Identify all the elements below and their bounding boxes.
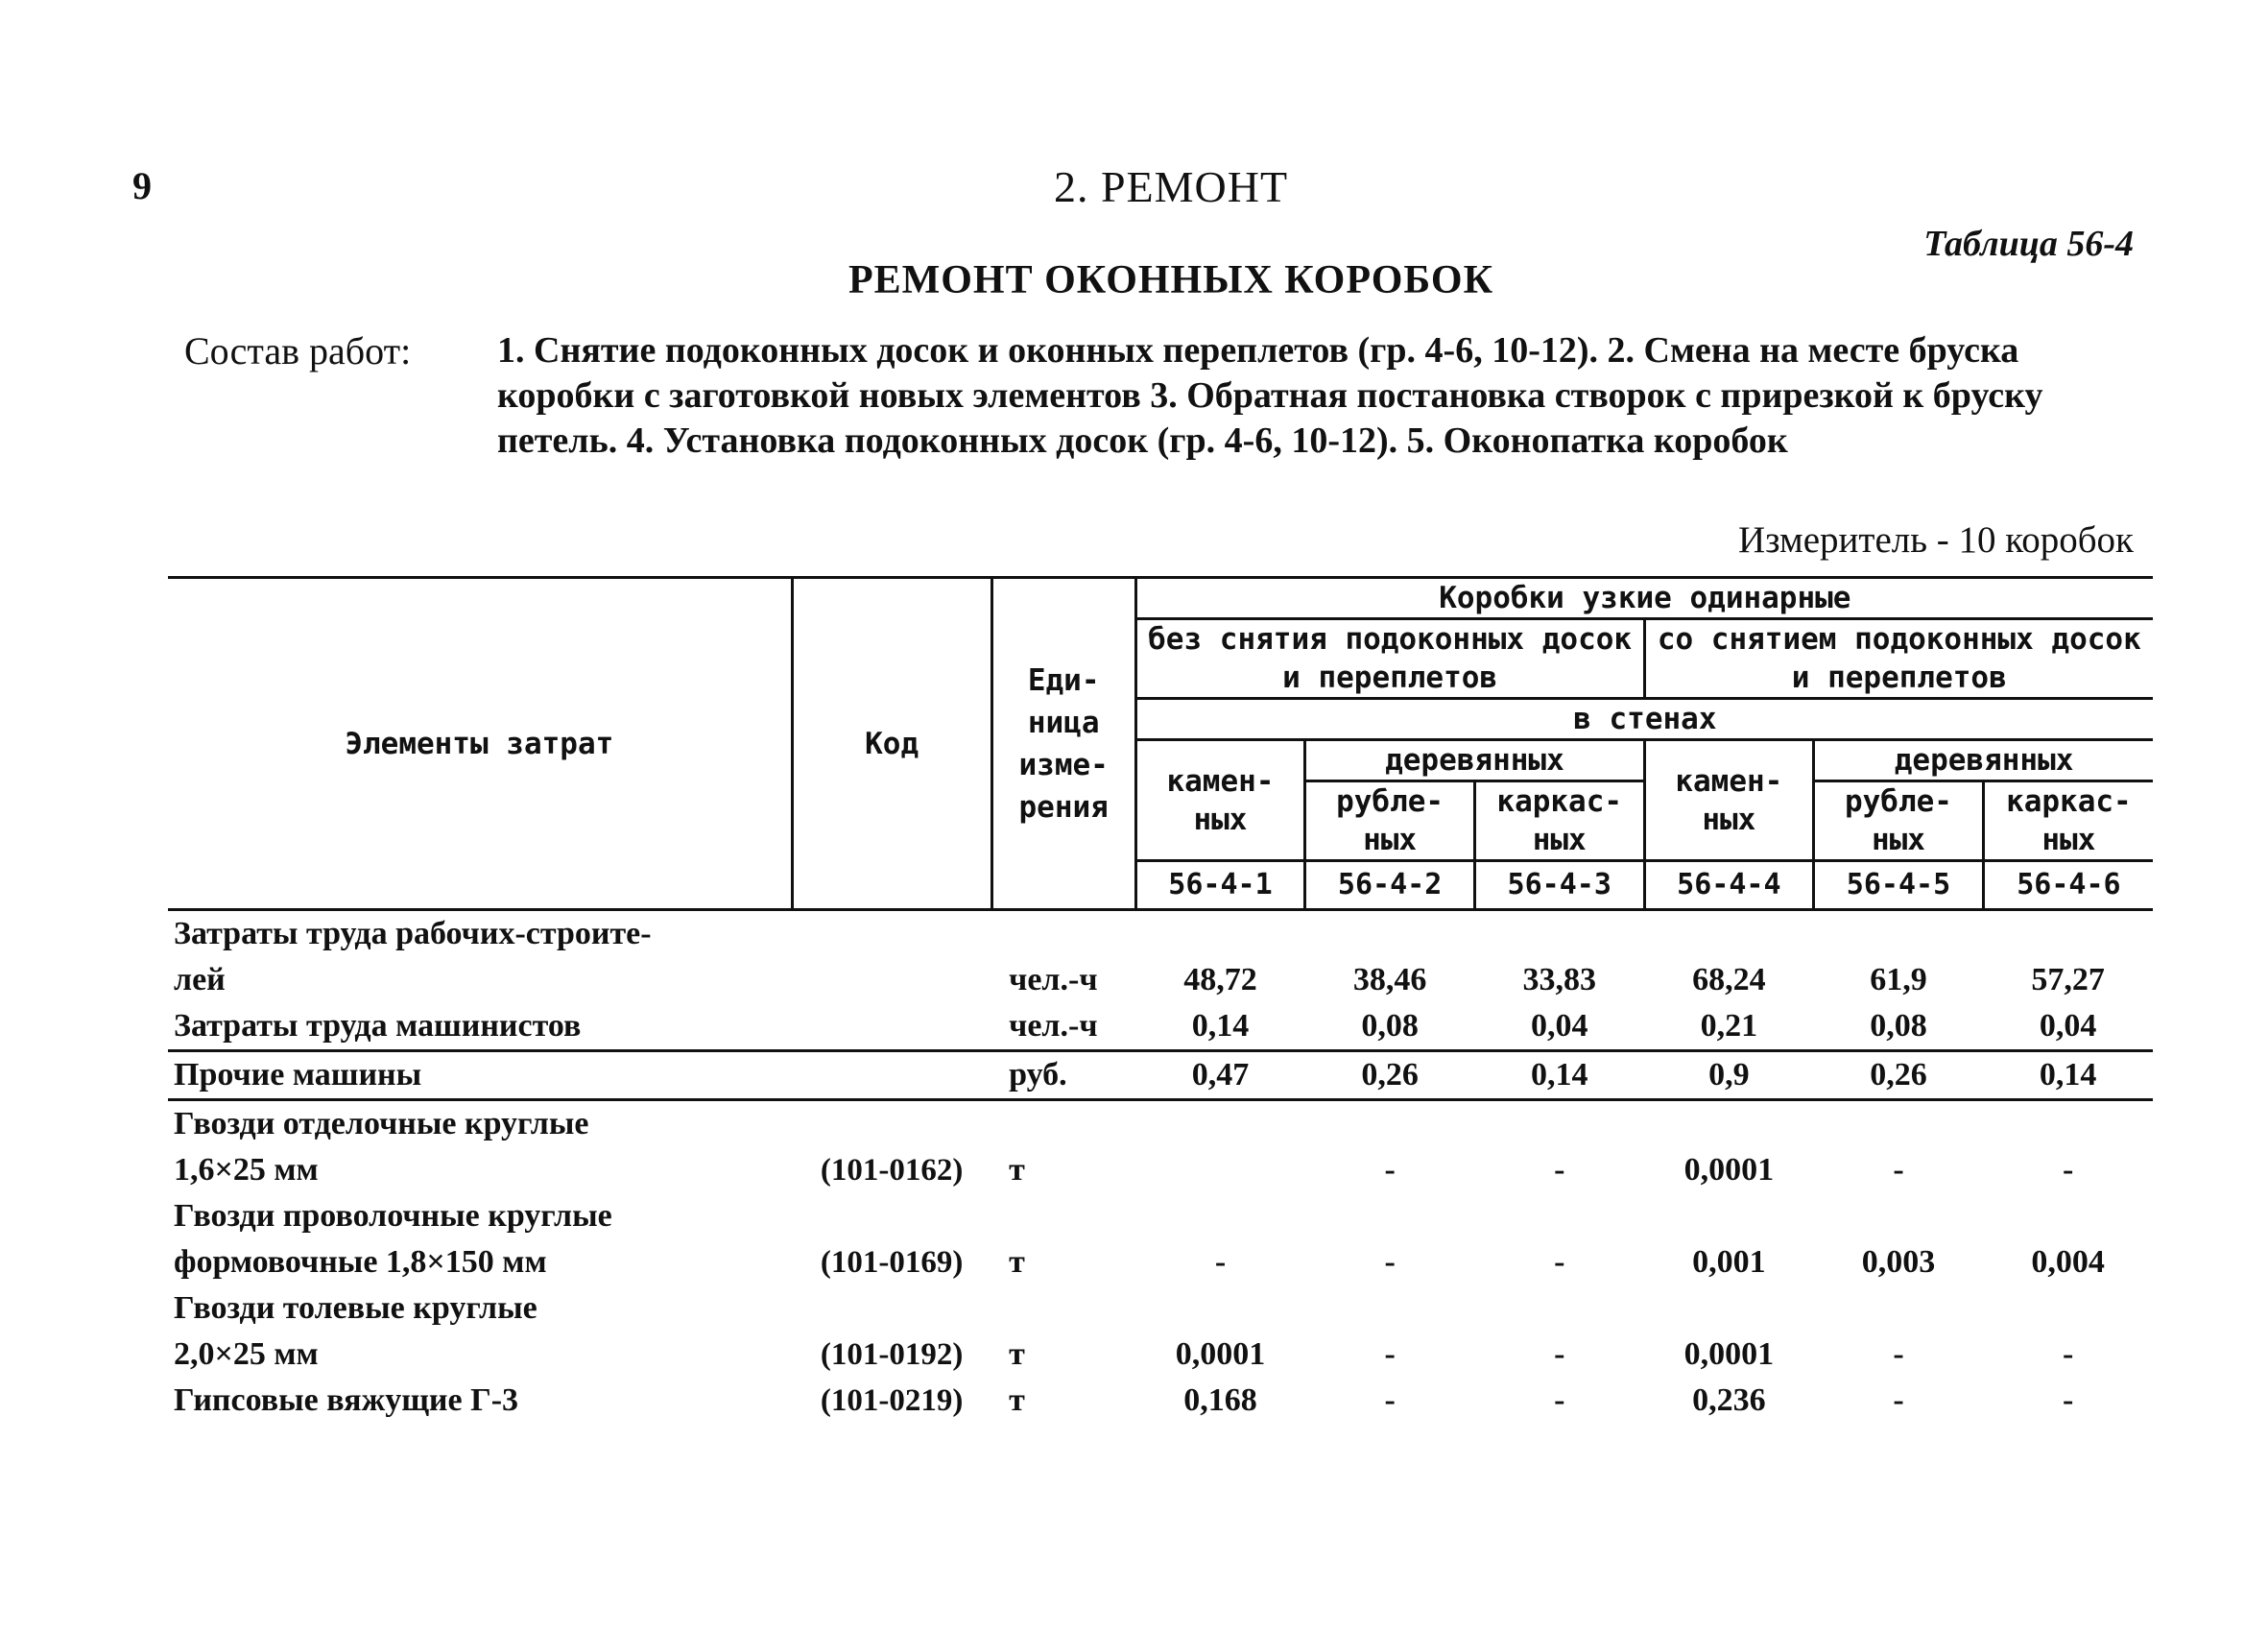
row-value: - [1214,1244,1227,1280]
row-value: - [1384,1244,1396,1280]
row-value: - [1554,1336,1565,1372]
header-stone-1: камен-ных [1135,740,1305,861]
row-value: 0,003 [1861,1244,1936,1280]
row-value: 0,14 [1474,1051,1644,1100]
column-code: 56-4-2 [1305,861,1475,910]
row-name: Гипсовые вяжущие Г-3 [174,1382,519,1418]
table-row [168,1147,2153,1193]
cost-table [168,576,2153,1424]
work-composition-text: 1. Снятие подоконных досок и оконных переплетов (гр. 4-6, 10-12). 2. Смена на месте бруска коробки с заготовкой новых элементов 3. Обратная постановка створок с прирезкой к бруску петель. 4. Установка подоконных досок (гр. 4-6, 10-12). 5. Оконопатка коробок [497,330,2043,461]
row-value: 0,236 [1692,1382,1766,1418]
table-label: Таблица 56-4 [1923,224,2134,264]
row-unit: руб. [991,1051,1135,1100]
header-log-1: рубле-ных [1305,781,1475,861]
column-code: 56-4-6 [1983,861,2153,910]
row-value: - [2062,1152,2074,1188]
row-unit: чел.-ч [991,1003,1135,1051]
row-name: 2,0×25 мм [174,1336,319,1372]
row-name: Прочие машины [168,1051,792,1100]
section-title: 2. РЕМОНТ [1053,162,1289,211]
row-code [792,1003,991,1051]
table-header [168,578,2153,910]
header-log-2: рубле-ных [1814,781,1984,861]
row-value: - [1893,1382,1904,1418]
row-value: 61,9 [1870,962,1927,997]
header-elements: Элементы затрат [168,578,792,910]
header-wooden-1: деревянных [1305,740,1644,781]
row-value: 0,26 [1305,1051,1475,1100]
row-value: 0,04 [1983,1003,2153,1051]
row-value: 0,04 [1474,1003,1644,1051]
row-value: 0,0001 [1683,1336,1775,1372]
header-code: Код [792,578,991,910]
row-name: лей [174,962,226,997]
row-name: 1,6×25 мм [174,1152,319,1188]
row-value: - [1554,1152,1565,1188]
row-unit: т [1009,1152,1025,1188]
row-value: - [1554,1244,1565,1280]
row-name-line: Гвозди проволочные круглые [174,1198,612,1234]
row-value: 0,14 [1983,1051,2153,1100]
header-group: Коробки узкие одинарные [1135,578,2153,619]
column-code: 56-4-4 [1644,861,1814,910]
row-value: 38,46 [1352,962,1427,997]
table-row [168,1051,2153,1100]
table-row [168,1239,2153,1285]
row-value: - [1384,1152,1396,1188]
row-value: 0,08 [1305,1003,1475,1051]
row-value [1135,1147,1305,1193]
row-value: 0,47 [1135,1051,1305,1100]
column-code: 56-4-5 [1814,861,1984,910]
row-code [792,957,991,1003]
row-code [792,1051,991,1100]
row-value: 0,21 [1644,1003,1814,1051]
row-value: 0,08 [1814,1003,1984,1051]
table-row [168,1003,2153,1051]
row-value: 0,004 [2031,1244,2105,1280]
table-row [168,910,2153,958]
header-frame-1: каркас-ных [1474,781,1644,861]
row-code: (101-0162) [820,1153,964,1188]
table-body [168,910,2153,1425]
row-code: (101-0192) [820,1337,964,1372]
table-row [168,1193,2153,1239]
row-name-line: Гвозди толевые круглые [174,1290,537,1326]
row-value: 0,0001 [1175,1336,1266,1372]
row-value: - [1893,1336,1904,1372]
table-row [168,1285,2153,1332]
header-wooden-2: деревянных [1814,740,2153,781]
table-row [168,1100,2153,1148]
row-value: 48,72 [1183,962,1257,997]
row-unit: чел.-ч [1009,962,1098,997]
row-value: 0,26 [1814,1051,1984,1100]
row-unit: т [1009,1336,1025,1372]
row-name-line: Гвозди отделочные круглые [174,1106,589,1141]
row-name: Затраты труда машинистов [168,1003,792,1051]
table-row [168,1378,2153,1424]
row-value: 0,9 [1644,1051,1814,1100]
row-name-line: Затраты труда рабочих-строите- [174,916,652,951]
row-value: 0,001 [1692,1244,1766,1280]
row-unit: т [1009,1382,1025,1418]
row-value: 57,27 [2031,962,2105,997]
row-value: 0,168 [1183,1382,1257,1418]
row-value: - [1384,1382,1396,1418]
header-stone-2: камен-ных [1644,740,1814,861]
header-in-walls: в стенах [1135,699,2153,740]
table-row [168,1332,2153,1378]
row-value: 33,83 [1522,962,1596,997]
row-code: (101-0169) [820,1245,964,1280]
row-value: - [1384,1336,1396,1372]
row-value: - [2062,1336,2074,1372]
row-value: 0,0001 [1683,1152,1775,1188]
work-composition-label: Состав работ: [184,329,412,372]
header-frame-2: каркас-ных [1983,781,2153,861]
row-name: формовочные 1,8×150 мм [174,1244,547,1280]
column-code: 56-4-3 [1474,861,1644,910]
page-mark: 9 [132,164,152,207]
row-value: - [1554,1382,1565,1418]
header-with-removal: со снятием подоконных досок и переплетов [1644,619,2153,699]
row-unit: т [1009,1244,1025,1280]
row-code: (101-0219) [820,1383,964,1418]
unit-meter: Измеритель - 10 коробок [1738,519,2134,561]
column-code: 56-4-1 [1135,861,1305,910]
row-value: 68,24 [1692,962,1766,997]
document-title: РЕМОНТ ОКОННЫХ КОРОБОК [848,258,1494,302]
header-unit: Еди-ница изме-рения [991,578,1135,910]
header-without-removal: без снятия подоконных досок и переплетов [1135,619,1644,699]
row-value: - [2062,1382,2074,1418]
row-value: 0,14 [1135,1003,1305,1051]
row-value: - [1893,1152,1904,1188]
table-row [168,957,2153,1003]
